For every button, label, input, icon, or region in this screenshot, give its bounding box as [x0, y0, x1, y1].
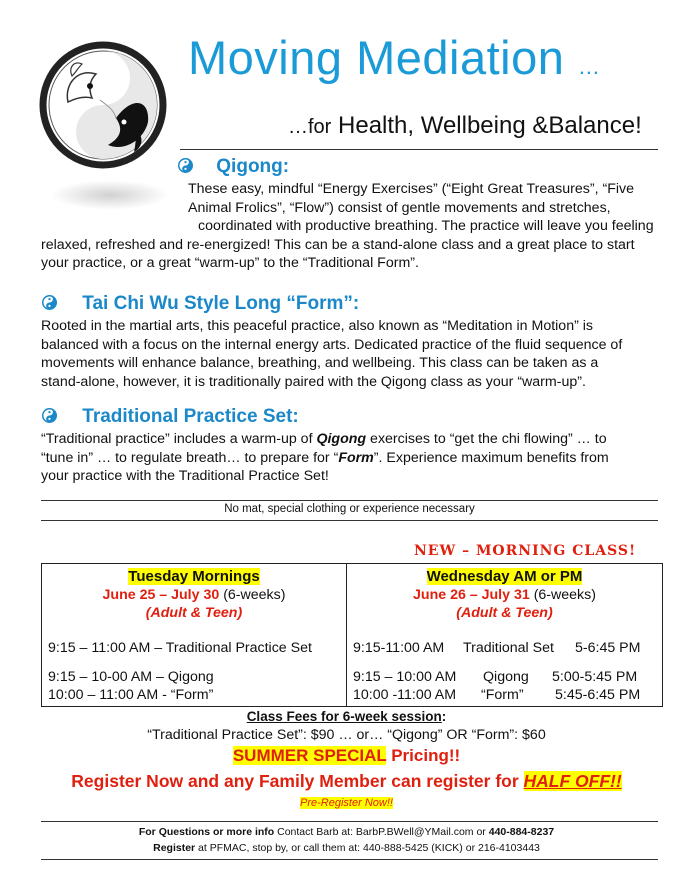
qigong-line-1: These easy, mindful “Energy Exercises” (“Eight Great Treasures”, “Five [188, 181, 634, 197]
footer-register [0, 842, 693, 854]
taichi-line-2: balanced with a focus on the internal energy arts. Dedicated practice of the fluid sequence of [41, 336, 623, 353]
schedule-table [41, 563, 663, 707]
footer-bottom-divider [41, 859, 658, 860]
wednesday-row2-pm: 5:00-5:45 PM [552, 669, 638, 685]
fees-title-colon: : [441, 709, 447, 724]
footer-questions [0, 826, 693, 838]
new-class-label: NEW – MORNING CLASS! [414, 543, 637, 559]
taichi-heading [42, 293, 359, 315]
register-offer [0, 771, 693, 792]
taichi-heading-text: Tai Chi Wu Style Long “Form”: [82, 293, 360, 314]
traditional-line-3: your practice with the Traditional Practice Set! [41, 468, 329, 484]
tuesday-row-traditional: 9:15 – 11:00 AM – Traditional Practice Set [48, 640, 312, 656]
subtitle-text: Health, Wellbeing &Balance [338, 112, 636, 139]
no-mat-top-divider [41, 500, 658, 501]
footer-questions-label: For Questions or more info [138, 826, 275, 838]
tuesday-row-form: 10:00 – 11:00 AM - “Form” [48, 687, 214, 703]
yin-yang-icon [42, 295, 57, 310]
wednesday-row3-time: 10:00 -11:00 AM [353, 687, 457, 703]
wednesday-row2-time: 9:15 – 10:00 AM [353, 669, 457, 685]
taichi-line-3: movements will enhance balance, breathing, and wellbeing. This class can be taken as a [41, 355, 599, 371]
tuesday-duration: (6-weeks) [219, 587, 286, 603]
wednesday-row1-name: Traditional Set [463, 640, 554, 656]
summer-special-highlight: SUMMER SPECIAL [232, 746, 387, 765]
wednesday-title: Wednesday AM or PM [426, 568, 583, 585]
traditional-line-1: “Traditional practice” includes a warm-up of Qigong exercises to “get the chi flowing” … to [41, 431, 607, 447]
preregister-wrap [0, 797, 693, 809]
subtitle-prefix: …for [288, 116, 332, 138]
wednesday-row2-name: Qigong [483, 669, 529, 685]
header-divider [180, 149, 658, 150]
wednesday-row3-name: “Form” [481, 687, 524, 703]
register-offer-text: Register Now and any Family Member can register for [71, 771, 524, 791]
qigong-description [188, 180, 658, 236]
logo-shadow [50, 180, 170, 210]
taichi-description [41, 317, 681, 391]
title-text: Moving Mediation [188, 31, 565, 84]
qigong-line-4: relaxed, refreshed and re-energized! This can be a stand-alone class and a great place to start [41, 236, 635, 253]
fees-title-text: Class Fees for 6-week session [246, 709, 442, 724]
yin-yang-icon [42, 408, 57, 423]
tuesday-row-qigong: 9:15 – 10-00 AM – Qigong [48, 669, 214, 685]
tuesday-header [42, 568, 346, 622]
yin-yang-koi-logo [38, 40, 168, 170]
half-off-highlight: HALF OFF!! [523, 771, 622, 791]
qigong-heading-text: Qigong: [216, 156, 290, 177]
summer-special-pricing: Pricing!! [386, 746, 461, 765]
qigong-line-5: your practice, or a great “warm-up” to the “Traditional Form”. [41, 255, 419, 271]
qigong-line-2: Animal Frolics”, “Flow”) consist of gentle movements and stretches, [188, 199, 611, 216]
traditional-heading-text: Traditional Practice Set: [82, 406, 299, 427]
traditional-heading [42, 406, 299, 428]
title-dots: … [577, 54, 601, 79]
tuesday-dates: June 25 – July 30 [102, 587, 220, 603]
yin-yang-icon [178, 158, 193, 173]
traditional-description [41, 430, 681, 486]
wednesday-duration: (6-weeks) [529, 587, 596, 603]
fees-line: “Traditional Practice Set”: $90 … or… “Qigong” OR “Form”: $60 [147, 727, 546, 743]
qigong-heading [178, 156, 289, 178]
tuesday-title: Tuesday Mornings [128, 568, 260, 585]
fees-title [0, 709, 693, 724]
footer-register-text: at PFMAC, stop by, or call them at: 440-888-5425 (KICK) or 216-4103443 [195, 842, 540, 854]
footer-register-label: Register [153, 842, 196, 854]
wednesday-row1-pm: 5-6:45 PM [575, 640, 641, 656]
no-mat-bottom-divider [41, 520, 658, 521]
wednesday-dates: June 26 – July 31 [413, 587, 530, 603]
subtitle-end: ! [635, 112, 642, 139]
preregister-note: Pre-Register Now!! [300, 797, 393, 809]
traditional-line-2: “tune in” … to regulate breath… to prepare for “Form”. Experience maximum benefits from [41, 449, 609, 466]
wednesday-audience: (Adult & Teen) [456, 605, 553, 621]
taichi-line-1: Rooted in the martial arts, this peaceful practice, also known as “Meditation in Motion” is [41, 318, 593, 334]
footer-divider [41, 821, 658, 822]
taichi-line-4: stand-alone, however, it is traditionally paired with the Qigong class as your “warm-up”. [41, 373, 586, 390]
subtitle [288, 112, 642, 140]
wednesday-row1-time: 9:15-11:00 AM [353, 640, 445, 656]
tuesday-audience: (Adult & Teen) [145, 605, 243, 621]
qigong-line-3: coordinated with productive breathing. The practice will leave you feeling [198, 218, 654, 234]
page-title [188, 30, 600, 85]
qigong-description-cont [41, 236, 681, 273]
no-mat-note: No mat, special clothing or experience necessary [224, 503, 475, 515]
footer-phone[interactable]: 440-884-8237 [488, 826, 555, 838]
footer-contact[interactable]: Contact Barb at: BarbP.BWell@YMail.com or [274, 826, 489, 838]
summer-special [0, 746, 693, 766]
wednesday-row3-pm: 5:45-6:45 PM [555, 687, 641, 703]
wednesday-header [347, 568, 662, 622]
